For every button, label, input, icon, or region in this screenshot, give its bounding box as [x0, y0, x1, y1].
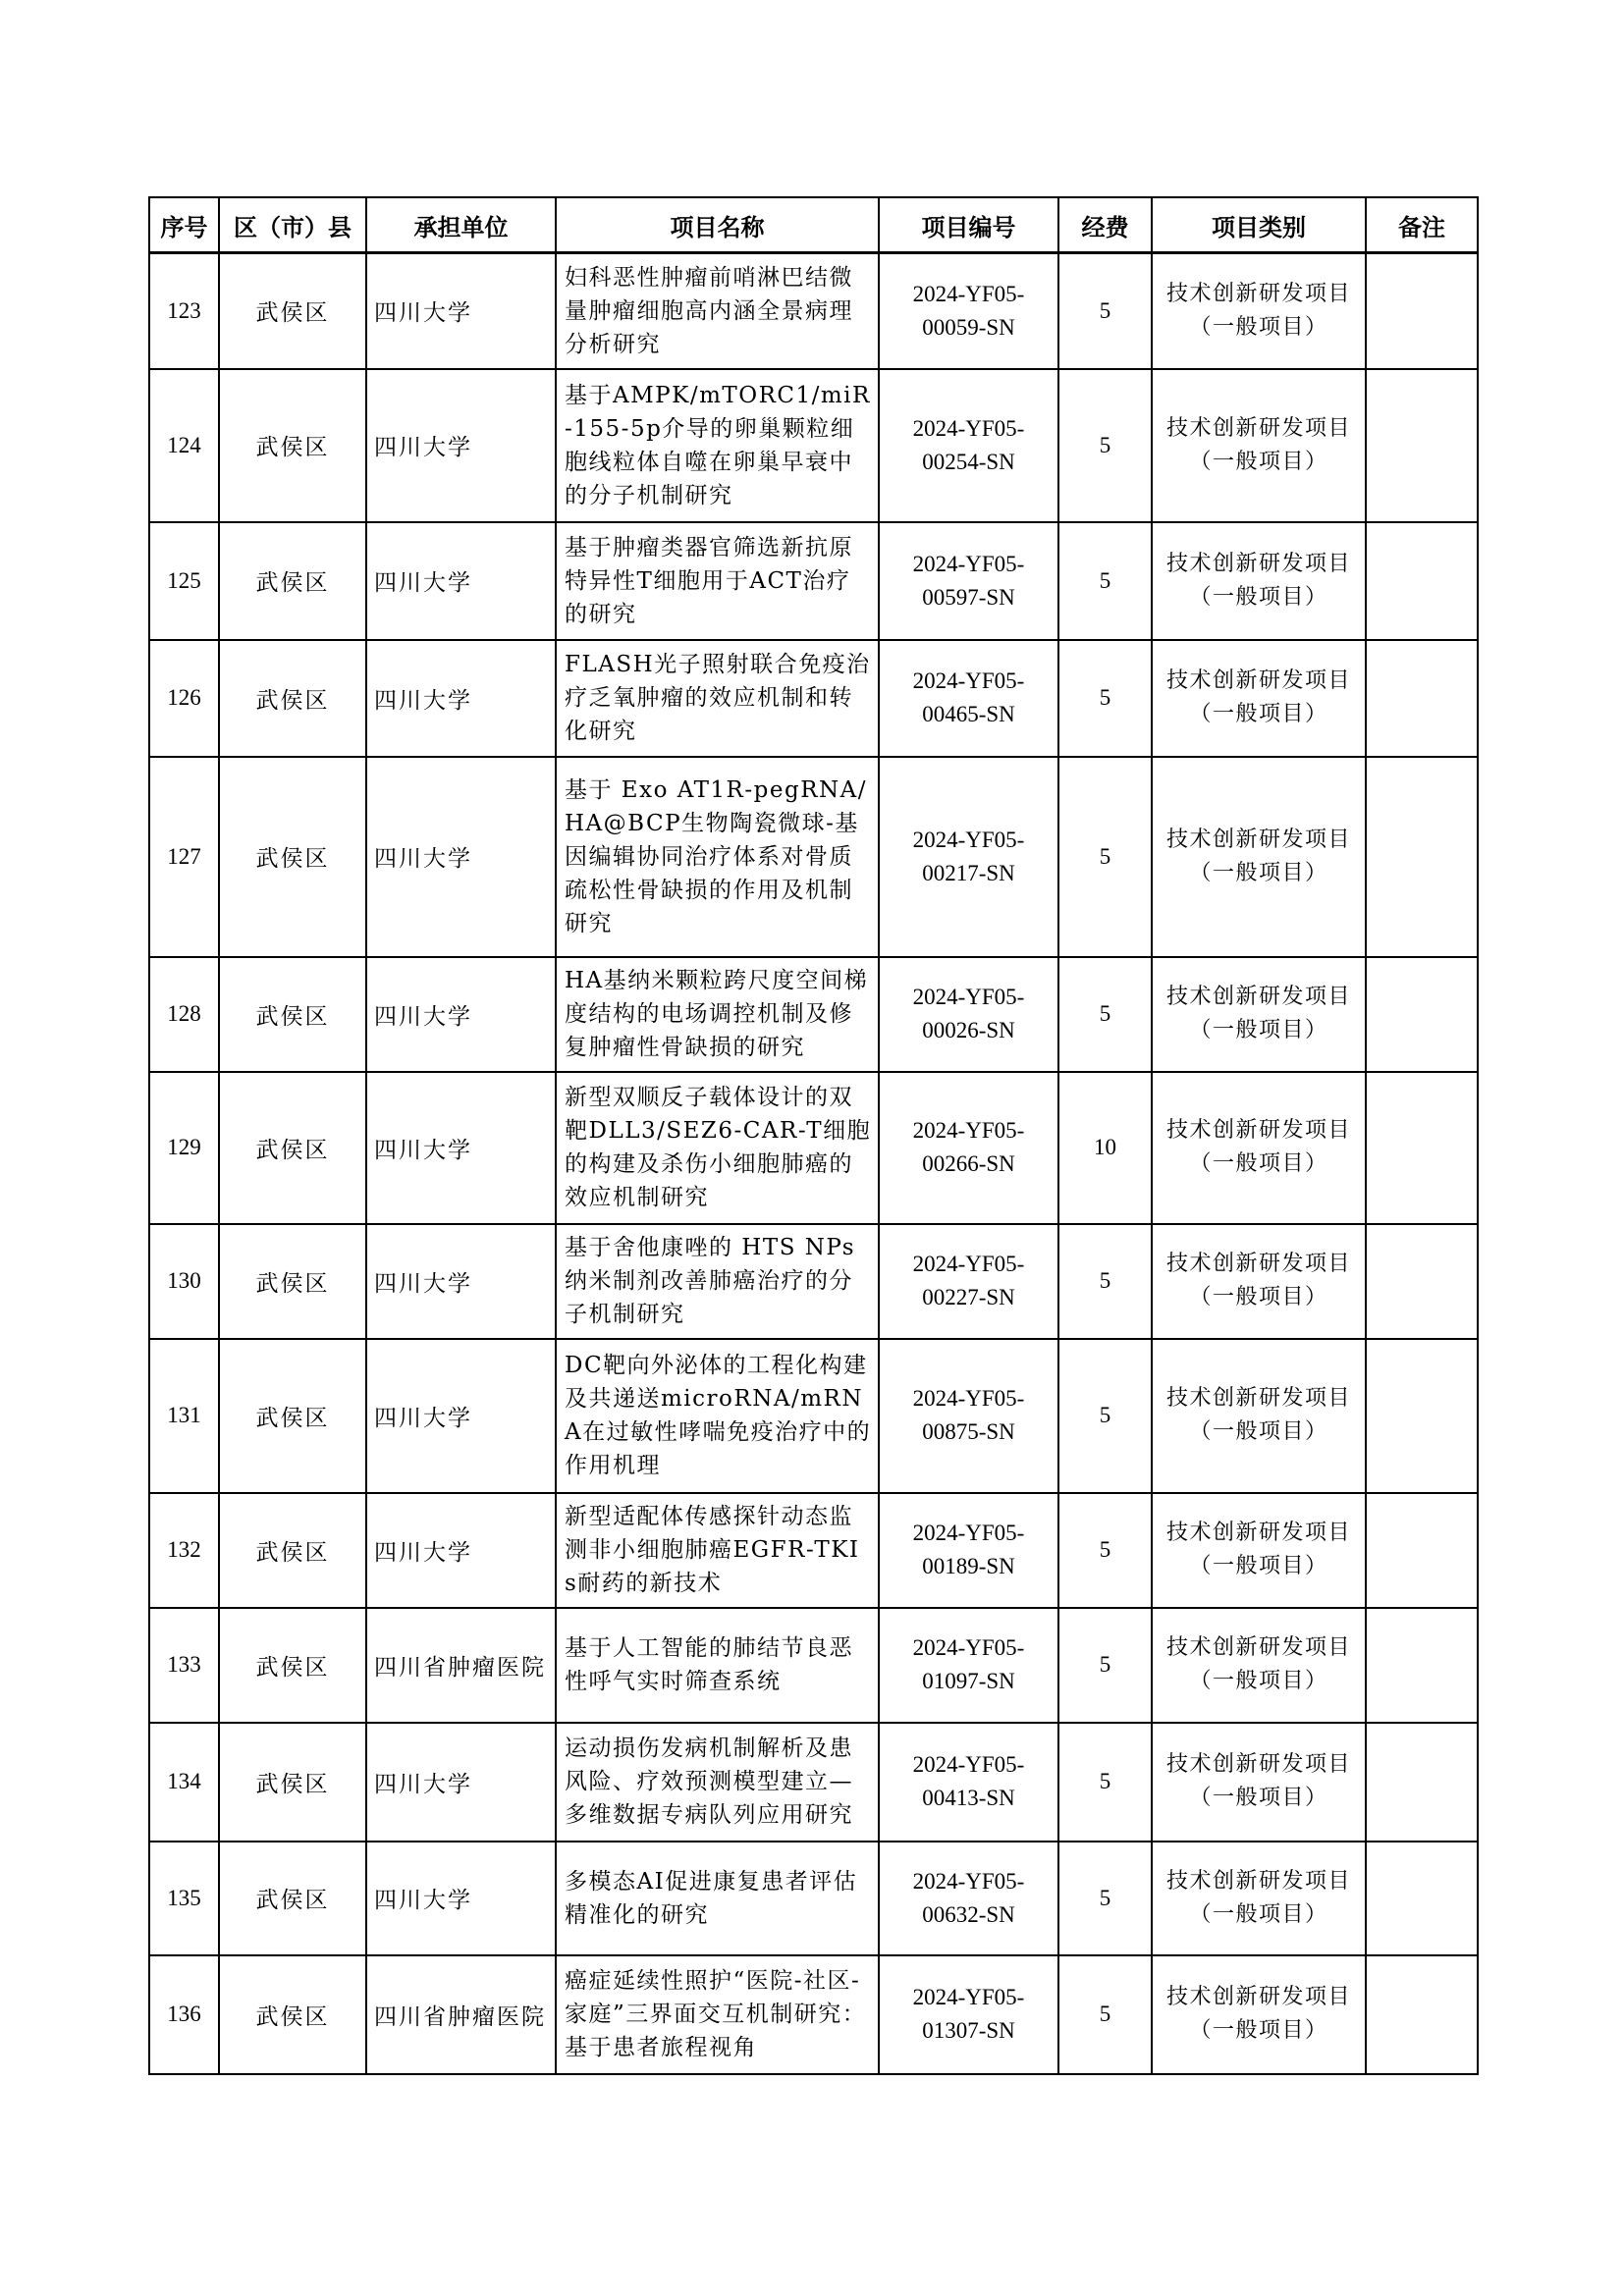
category-line: （一般项目） — [1189, 1151, 1328, 1176]
table-row — [149, 757, 1478, 957]
cell-project-name: DC靶向外泌体的工程化构建及共递送microRNA/mRNA在过敏性哮喘免疫治疗中的作用机理 — [556, 1339, 879, 1493]
project-code-line: 00254-SN — [922, 449, 1015, 474]
project-code-line: 2024-YF05- — [912, 1752, 1025, 1777]
cell-unit: 四川大学 — [366, 522, 556, 640]
project-code-line: 2024-YF05- — [912, 1521, 1025, 1545]
cell-unit: 四川大学 — [366, 1224, 556, 1339]
cell-funding: 5 — [1058, 1224, 1152, 1339]
project-code-line: 00875-SN — [922, 1419, 1015, 1444]
category-line: 技术创新研发项目 — [1165, 1985, 1351, 2009]
cell-project-code — [879, 1955, 1058, 2074]
cell-seq: 129 — [149, 1072, 219, 1224]
cell-remark — [1366, 1493, 1478, 1608]
project-code-line: 00465-SN — [922, 702, 1015, 726]
cell-remark — [1366, 1955, 1478, 2074]
cell-funding: 5 — [1058, 253, 1152, 369]
project-code-line: 2024-YF05- — [912, 668, 1025, 693]
table-row — [149, 1608, 1478, 1723]
table-row — [149, 253, 1478, 369]
cell-district: 武侯区 — [219, 1072, 366, 1224]
cell-remark — [1366, 1842, 1478, 1955]
cell-project-name: 基于 Exo AT1R-pegRNA/HA@BCP生物陶瓷微球-基因编辑协同治疗体系对骨质疏松性骨缺损的作用及机制研究 — [556, 757, 879, 957]
cell-project-code — [879, 1842, 1058, 1955]
cell-district: 武侯区 — [219, 522, 366, 640]
cell-district: 武侯区 — [219, 757, 366, 957]
cell-project-code — [879, 757, 1058, 957]
cell-category — [1152, 253, 1366, 369]
project-code-line: 2024-YF05- — [912, 1118, 1025, 1143]
cell-category — [1152, 369, 1366, 522]
category-line: 技术创新研发项目 — [1165, 551, 1351, 576]
header-funding: 经费 — [1058, 197, 1152, 253]
cell-funding: 5 — [1058, 957, 1152, 1072]
project-code-line: 00227-SN — [922, 1285, 1015, 1309]
cell-project-code — [879, 1608, 1058, 1723]
table-row — [149, 522, 1478, 640]
table-row — [149, 1842, 1478, 1955]
cell-remark — [1366, 522, 1478, 640]
cell-project-name: 多模态AI促进康复患者评估精准化的研究 — [556, 1842, 879, 1955]
cell-seq: 123 — [149, 253, 219, 369]
project-code-line: 00217-SN — [922, 860, 1015, 885]
project-code-line: 00632-SN — [922, 1901, 1015, 1927]
category-line: 技术创新研发项目 — [1165, 827, 1351, 852]
cell-category — [1152, 1723, 1366, 1842]
cell-project-name: 基于AMPK/mTORC1/miR-155-5p介导的卵巢颗粒细胞线粒体自噬在卵巢早衰中的分子机制研究 — [556, 369, 879, 522]
category-line: 技术创新研发项目 — [1165, 1868, 1351, 1894]
category-line: 技术创新研发项目 — [1165, 281, 1351, 306]
category-line: （一般项目） — [1189, 1786, 1328, 1810]
cell-unit: 四川大学 — [366, 1842, 556, 1955]
category-line: 技术创新研发项目 — [1165, 985, 1351, 1009]
cell-funding: 5 — [1058, 369, 1152, 522]
cell-remark — [1366, 1339, 1478, 1493]
category-line: 技术创新研发项目 — [1165, 1118, 1351, 1143]
project-code-line: 2024-YF05- — [912, 1386, 1025, 1411]
project-code-line: 2024-YF05- — [912, 281, 1025, 306]
category-line: （一般项目） — [1189, 702, 1328, 726]
cell-category — [1152, 1608, 1366, 1723]
table-row — [149, 1955, 1478, 2074]
cell-district: 武侯区 — [219, 1608, 366, 1723]
project-code-line: 00059-SN — [922, 314, 1015, 340]
cell-funding: 5 — [1058, 1339, 1152, 1493]
cell-district: 武侯区 — [219, 1955, 366, 2074]
table-row — [149, 1224, 1478, 1339]
header-seq: 序号 — [149, 197, 219, 253]
cell-unit: 四川大学 — [366, 1072, 556, 1224]
category-line: （一般项目） — [1189, 1285, 1328, 1309]
cell-project-code — [879, 1339, 1058, 1493]
table-header-row — [149, 197, 1478, 253]
project-code-line: 2024-YF05- — [912, 415, 1025, 441]
cell-project-code — [879, 1072, 1058, 1224]
cell-project-code — [879, 253, 1058, 369]
cell-seq: 135 — [149, 1842, 219, 1955]
category-line: （一般项目） — [1189, 1419, 1328, 1444]
cell-seq: 127 — [149, 757, 219, 957]
category-line: 技术创新研发项目 — [1165, 1635, 1351, 1660]
cell-seq: 136 — [149, 1955, 219, 2074]
header-district: 区（市）县 — [219, 197, 366, 253]
category-line: （一般项目） — [1189, 1018, 1328, 1042]
cell-funding: 5 — [1058, 1955, 1152, 2074]
category-line: 技术创新研发项目 — [1165, 415, 1351, 441]
cell-project-name: 基于舍他康唑的 HTS NPs 纳米制剂改善肺癌治疗的分子机制研究 — [556, 1224, 879, 1339]
header-remark: 备注 — [1366, 197, 1478, 253]
category-line: （一般项目） — [1189, 1901, 1328, 1927]
project-code-line: 00026-SN — [922, 1018, 1015, 1042]
header-unit: 承担单位 — [366, 197, 556, 253]
table-body — [149, 253, 1478, 2074]
cell-category — [1152, 757, 1366, 957]
table-row — [149, 1339, 1478, 1493]
category-line: （一般项目） — [1189, 860, 1328, 885]
category-line: 技术创新研发项目 — [1165, 1252, 1351, 1276]
cell-project-code — [879, 1723, 1058, 1842]
cell-remark — [1366, 640, 1478, 757]
cell-remark — [1366, 1723, 1478, 1842]
cell-category — [1152, 1493, 1366, 1608]
project-code-line: 01097-SN — [922, 1669, 1015, 1693]
cell-funding: 5 — [1058, 757, 1152, 957]
cell-project-name: 新型双顺反子载体设计的双靶DLL3/SEZ6-CAR-T细胞的构建及杀伤小细胞肺癌的效应机制研究 — [556, 1072, 879, 1224]
category-line: 技术创新研发项目 — [1165, 668, 1351, 693]
cell-project-code — [879, 957, 1058, 1072]
cell-remark — [1366, 1608, 1478, 1723]
cell-seq: 125 — [149, 522, 219, 640]
cell-project-name: HA基纳米颗粒跨尺度空间梯度结构的电场调控机制及修复肿瘤性骨缺损的研究 — [556, 957, 879, 1072]
project-code-line: 2024-YF05- — [912, 985, 1025, 1009]
category-line: （一般项目） — [1189, 1669, 1328, 1693]
cell-district: 武侯区 — [219, 1723, 366, 1842]
cell-seq: 134 — [149, 1723, 219, 1842]
table-row — [149, 640, 1478, 757]
cell-category — [1152, 957, 1366, 1072]
category-line: 技术创新研发项目 — [1165, 1386, 1351, 1411]
cell-funding: 5 — [1058, 1842, 1152, 1955]
cell-funding: 5 — [1058, 1608, 1152, 1723]
cell-funding: 5 — [1058, 1493, 1152, 1608]
cell-remark — [1366, 253, 1478, 369]
cell-district: 武侯区 — [219, 369, 366, 522]
category-line: （一般项目） — [1189, 449, 1328, 474]
category-line: （一般项目） — [1189, 314, 1328, 340]
cell-category — [1152, 1955, 1366, 2074]
cell-project-name: 基于肿瘤类器官筛选新抗原特异性T细胞用于ACT治疗的研究 — [556, 522, 879, 640]
cell-funding: 10 — [1058, 1072, 1152, 1224]
cell-seq: 133 — [149, 1608, 219, 1723]
cell-project-name: 基于人工智能的肺结节良恶性呼气实时筛查系统 — [556, 1608, 879, 1723]
project-code-line: 2024-YF05- — [912, 1635, 1025, 1660]
cell-project-code — [879, 1224, 1058, 1339]
cell-project-code — [879, 640, 1058, 757]
project-code-line: 00413-SN — [922, 1786, 1015, 1810]
cell-remark — [1366, 1072, 1478, 1224]
cell-category — [1152, 522, 1366, 640]
cell-seq: 128 — [149, 957, 219, 1072]
cell-category — [1152, 1072, 1366, 1224]
header-project-code: 项目编号 — [879, 197, 1058, 253]
category-line: （一般项目） — [1189, 1554, 1328, 1578]
cell-funding: 5 — [1058, 1723, 1152, 1842]
cell-unit: 四川省肿瘤医院 — [366, 1955, 556, 2074]
project-code-line: 01307-SN — [922, 2018, 1015, 2043]
cell-seq: 131 — [149, 1339, 219, 1493]
category-line: （一般项目） — [1189, 2018, 1328, 2043]
cell-unit: 四川大学 — [366, 957, 556, 1072]
project-code-line: 00597-SN — [922, 584, 1015, 610]
header-project-name: 项目名称 — [556, 197, 879, 253]
project-code-line: 00266-SN — [922, 1151, 1015, 1176]
cell-remark — [1366, 369, 1478, 522]
project-table — [148, 196, 1479, 2075]
category-line: 技术创新研发项目 — [1165, 1752, 1351, 1777]
cell-funding: 5 — [1058, 640, 1152, 757]
cell-project-name: 运动损伤发病机制解析及患风险、疗效预测模型建立—多维数据专病队列应用研究 — [556, 1723, 879, 1842]
cell-category — [1152, 1842, 1366, 1955]
cell-project-code — [879, 522, 1058, 640]
cell-project-code — [879, 1493, 1058, 1608]
cell-district: 武侯区 — [219, 640, 366, 757]
table-row — [149, 1072, 1478, 1224]
project-code-line: 2024-YF05- — [912, 827, 1025, 852]
table-row — [149, 957, 1478, 1072]
cell-remark — [1366, 1224, 1478, 1339]
cell-seq: 132 — [149, 1493, 219, 1608]
cell-funding: 5 — [1058, 522, 1152, 640]
project-code-line: 2024-YF05- — [912, 1868, 1025, 1894]
cell-district: 武侯区 — [219, 1842, 366, 1955]
cell-seq: 124 — [149, 369, 219, 522]
cell-category — [1152, 640, 1366, 757]
category-line: 技术创新研发项目 — [1165, 1521, 1351, 1545]
cell-project-name: 癌症延续性照护“医院-社区-家庭”三界面交互机制研究：基于患者旅程视角 — [556, 1955, 879, 2074]
cell-district: 武侯区 — [219, 957, 366, 1072]
cell-unit: 四川大学 — [366, 757, 556, 957]
cell-unit: 四川大学 — [366, 369, 556, 522]
cell-district: 武侯区 — [219, 1339, 366, 1493]
category-line: （一般项目） — [1189, 584, 1328, 610]
project-code-line: 2024-YF05- — [912, 551, 1025, 576]
cell-project-name: FLASH光子照射联合免疫治疗乏氧肿瘤的效应机制和转化研究 — [556, 640, 879, 757]
cell-remark — [1366, 757, 1478, 957]
cell-district: 武侯区 — [219, 253, 366, 369]
cell-unit: 四川大学 — [366, 640, 556, 757]
cell-seq: 126 — [149, 640, 219, 757]
cell-project-name: 妇科恶性肿瘤前哨淋巴结微量肿瘤细胞高内涵全景病理分析研究 — [556, 253, 879, 369]
cell-unit: 四川大学 — [366, 1493, 556, 1608]
table-row — [149, 1723, 1478, 1842]
cell-unit: 四川大学 — [366, 1723, 556, 1842]
cell-category — [1152, 1224, 1366, 1339]
cell-category — [1152, 1339, 1366, 1493]
cell-unit: 四川省肿瘤医院 — [366, 1608, 556, 1723]
cell-remark — [1366, 957, 1478, 1072]
cell-seq: 130 — [149, 1224, 219, 1339]
cell-unit: 四川大学 — [366, 1339, 556, 1493]
table-row — [149, 1493, 1478, 1608]
header-category: 项目类别 — [1152, 197, 1366, 253]
cell-project-code — [879, 369, 1058, 522]
cell-project-name: 新型适配体传感探针动态监测非小细胞肺癌EGFR-TKIs耐药的新技术 — [556, 1493, 879, 1608]
project-code-line: 2024-YF05- — [912, 1985, 1025, 2009]
project-code-line: 00189-SN — [922, 1554, 1015, 1578]
cell-district: 武侯区 — [219, 1224, 366, 1339]
cell-district: 武侯区 — [219, 1493, 366, 1608]
cell-unit: 四川大学 — [366, 253, 556, 369]
project-code-line: 2024-YF05- — [912, 1252, 1025, 1276]
table-row — [149, 369, 1478, 522]
